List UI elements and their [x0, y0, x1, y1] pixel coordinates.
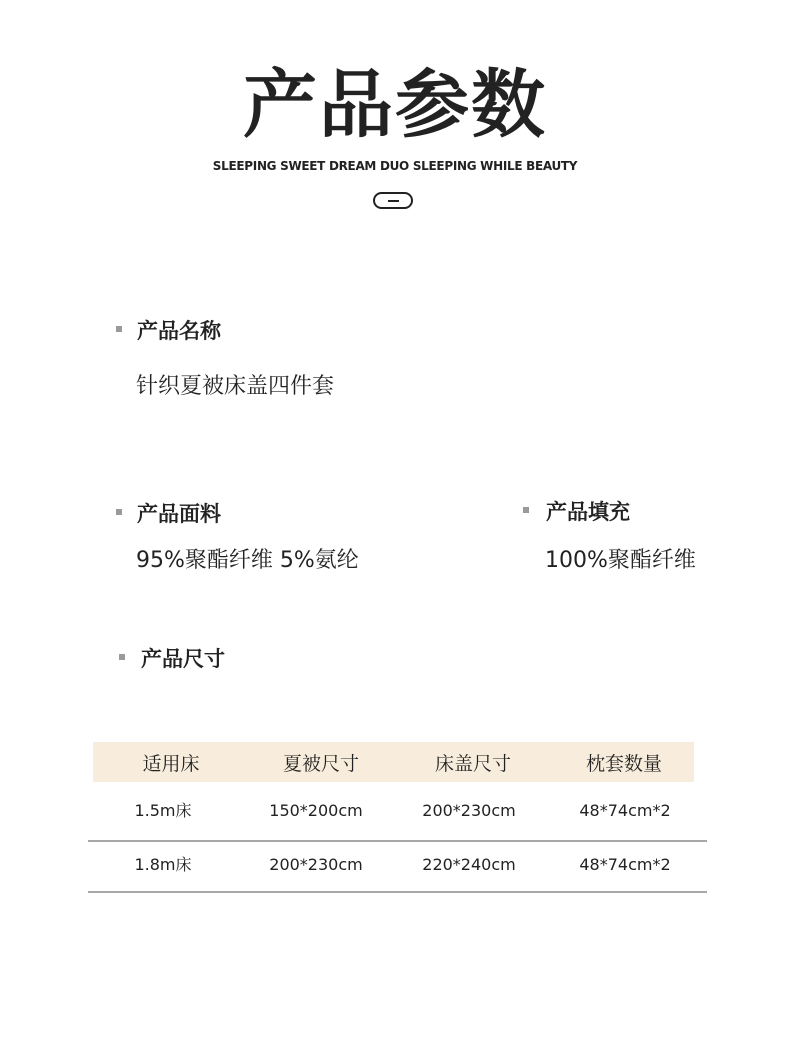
param-label-filling: 产品填充 — [546, 500, 630, 524]
row-divider — [88, 891, 707, 893]
table-cell: 220*240cm — [422, 855, 516, 874]
bullet-square-icon — [523, 507, 529, 513]
table-cell: 48*74cm*2 — [579, 801, 671, 820]
param-label-name: 产品名称 — [137, 319, 221, 343]
page-subtitle: SLEEPING SWEET DREAM DUO SLEEPING WHILE BEAUTY — [212, 159, 578, 173]
table-cell: 200*230cm — [422, 801, 516, 820]
table-cell: 48*74cm*2 — [579, 855, 671, 874]
param-label-fabric: 产品面料 — [137, 502, 221, 526]
param-value-fabric: 95%聚酯纤维 5%氨纶 — [136, 548, 359, 573]
table-header-cell: 适用床 — [142, 753, 200, 775]
table-cell: 150*200cm — [269, 801, 363, 820]
page-title: 产品参数 — [243, 62, 547, 148]
bullet-square-icon — [119, 654, 125, 660]
table-cell: 1.5m床 — [134, 801, 192, 820]
param-value-name: 针织夏被床盖四件套 — [136, 374, 335, 399]
table-cell: 200*230cm — [269, 855, 363, 874]
bullet-square-icon — [116, 326, 122, 332]
row-divider — [88, 840, 707, 842]
table-header-cell: 枕套数量 — [585, 753, 662, 775]
minus-pill-icon — [373, 192, 413, 209]
table-header — [93, 742, 694, 782]
param-value-filling: 100%聚酯纤维 — [545, 548, 696, 573]
table-cell: 1.8m床 — [134, 855, 192, 874]
param-label-size: 产品尺寸 — [141, 647, 225, 671]
bullet-square-icon — [116, 509, 122, 515]
table-header-cell: 夏被尺寸 — [282, 753, 359, 775]
table-header-cell: 床盖尺寸 — [434, 753, 511, 775]
